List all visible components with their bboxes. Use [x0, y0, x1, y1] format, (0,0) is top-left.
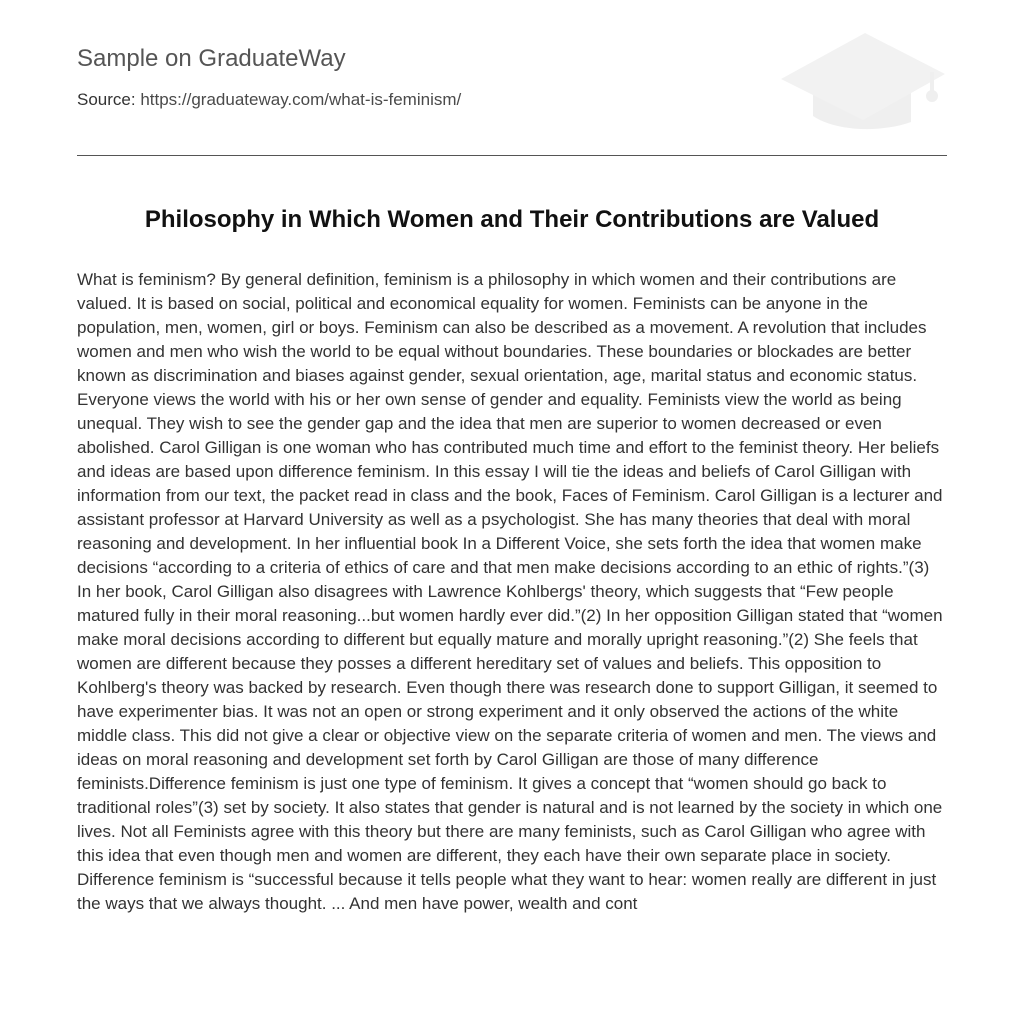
- source-link[interactable]: https://graduateway.com/what-is-feminism/: [140, 90, 462, 109]
- header-divider: [77, 155, 947, 156]
- source-label: Source:: [77, 90, 136, 109]
- source-line: [77, 89, 461, 111]
- page-header: [77, 0, 947, 156]
- graduation-cap-icon: [781, 30, 947, 134]
- cap-board: [781, 33, 945, 120]
- site-title: Sample on GraduateWay: [77, 45, 346, 72]
- tassel-end: [926, 90, 938, 102]
- document-body: What is feminism? By general definition, feminism is a philosophy in which women and their contributions are valued. It is based on social, political and economical equality for women. Feminists can be anyone in the population, men, women, girl or boys. Feminism can also be described as a movement. A revolution that includes women and men who wish the world to be equal without boundaries. These boundaries or blockades are better known as discrimination and biases against gender, sexual orientation, age, marital status and economic status. Everyone views the world with his or her own sense of gender and equality. Feminists view the world as being unequal. They wish to see the gender gap and the idea that men are superior to women decreased or even abolished. Carol Gilligan is one woman who has contributed much time and effort to the feminist theory. Her beliefs and ideas are based upon difference feminism. In this essay I will tie the ideas and beliefs of Carol Gilligan with information from our text, the packet read in class and the book, Faces of Feminism. Carol Gilligan is a lecturer and assistant professor at Harvard University as well as a psychologist. She has many theories that deal with moral reasoning and development. In her influential book In a Different Voice, she sets forth the idea that women make decisions “according to a criteria of ethics of care and that men make decisions according to an ethic of rights.”(3) In her book, Carol Gilligan also disagrees with Lawrence Kohlbergs' theory, which suggests that “Few people matured fully in their moral reasoning...but women hardly ever did.”(2) In her opposition Gilligan stated that “women make moral decisions according to different but equally mature and morally upright reasoning.”(2) She feels that women are different because they posses a different hereditary set of values and beliefs. This opposition to Kohlberg's theory was backed by research. Even though there was research done to support Gilligan, it seemed to have experimenter bias. It was not an open or strong experiment and it only observed the actions of the white middle class. This did not give a clear or objective view on the separate criteria of women and men. The views and ideas on moral reasoning and development set forth by Carol Gilligan are those of many difference feminists.Difference feminism is just one type of feminism. It gives a concept that “women should go back to traditional roles”(3) set by society. It also states that gender is natural and is not learned by the society in which one lives. Not all Feminists agree with this theory but there are many feminists, such as Carol Gilligan who agree with this idea that even though men and women are different, they each have their own separate place in society. Difference feminism is “successful because it tells people what they want to hear: women really are different in just the ways that we always thought. ... And men have power, wealth and cont: [77, 270, 943, 913]
- document-title: Philosophy in Which Women and Their Contributions are Valued: [144, 206, 880, 233]
